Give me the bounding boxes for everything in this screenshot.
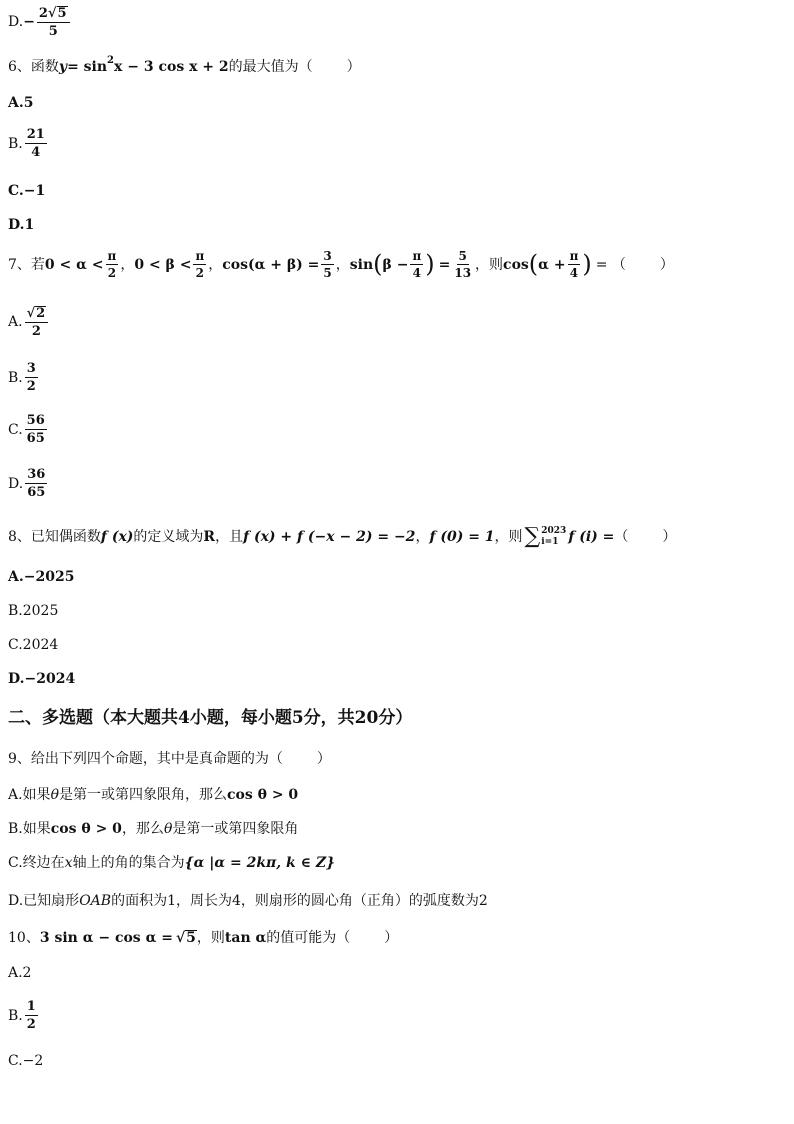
comma: ，	[335, 256, 350, 273]
superscript: 2	[107, 55, 115, 66]
numerator: π	[569, 249, 579, 263]
q8-option-a[interactable]	[8, 570, 74, 584]
option-label: B.	[8, 1007, 23, 1024]
fraction	[25, 128, 47, 159]
math-text: f (0) = 1	[429, 529, 495, 545]
math-text: tan α	[224, 929, 267, 946]
q10-stem	[8, 930, 398, 945]
math-text: f (i) =	[568, 529, 615, 545]
fraction	[321, 250, 333, 279]
comma: ，	[208, 256, 223, 273]
denominator: 2	[107, 266, 117, 280]
q8-option-b[interactable]	[8, 604, 58, 618]
paren-close: ）	[384, 929, 399, 946]
math-text: 0 < β <	[134, 256, 192, 273]
sqrt: √ 2	[26, 306, 46, 321]
math-text: x − 3 cos x + 2	[114, 59, 229, 75]
denominator: 2	[31, 324, 41, 339]
q9-stem	[8, 752, 331, 766]
option-text: D.1	[8, 217, 35, 233]
sum-upper: 2023	[541, 526, 567, 537]
math-var: x	[64, 855, 73, 871]
q8-stem	[8, 526, 676, 548]
numerator-coef: 2	[38, 6, 48, 21]
q9-option-a[interactable]	[8, 788, 298, 802]
numerator: π	[412, 249, 422, 263]
fraction	[568, 250, 581, 279]
denominator: 4	[31, 145, 41, 160]
option-label: A.	[8, 314, 23, 330]
q6-option-c[interactable]	[8, 184, 45, 198]
paren-open: （	[614, 529, 629, 545]
fraction	[25, 468, 47, 499]
paren-close: ）	[659, 256, 674, 273]
numerator: π	[107, 249, 117, 263]
sqrt: √ 5	[175, 930, 196, 946]
option-label: B.	[8, 369, 23, 386]
option-text: C.−2	[8, 1053, 44, 1069]
denominator: 5	[48, 24, 58, 39]
sqrt: √ 5	[47, 6, 67, 21]
comma: ，	[120, 256, 135, 273]
numerator: 3	[26, 361, 36, 376]
option-text: 是第一或第四象限角	[172, 821, 299, 837]
option-label: D.	[8, 475, 24, 492]
math-text: {α |α = 2kπ, k ∈ Z}	[184, 855, 336, 871]
paren-close: ）	[662, 529, 677, 545]
radicand: 5	[57, 6, 67, 21]
q6-option-a[interactable]	[8, 96, 33, 110]
option-label: B.	[8, 135, 23, 152]
q6-stem	[8, 55, 361, 75]
numerator: 5	[458, 249, 467, 263]
q7-option-b[interactable]	[8, 362, 40, 393]
fraction	[193, 250, 206, 279]
q8-option-c[interactable]	[8, 638, 58, 652]
math-var: y	[58, 59, 68, 75]
q10-text: ，则	[196, 929, 225, 946]
q7-option-c[interactable]	[8, 414, 49, 445]
option-text: A.2	[8, 965, 32, 981]
math-text: 0 < α <	[44, 256, 104, 273]
q8-text: ，	[415, 529, 430, 545]
fraction	[37, 6, 70, 38]
math-text: cos	[503, 256, 529, 273]
denominator: 2	[195, 266, 205, 280]
q6-prefix: 6、函数	[8, 59, 59, 75]
math-text: β −	[382, 256, 409, 273]
denominator: 2	[26, 379, 36, 394]
math-text: cos(α + β) =	[222, 256, 320, 273]
option-text: ，那么	[121, 821, 164, 837]
denominator: 4	[569, 266, 579, 280]
q10-text: 的值可能为（	[266, 929, 351, 946]
q8-prefix: 8、已知偶函数	[8, 529, 101, 545]
denominator: 2	[26, 1017, 36, 1032]
math-text: = （	[595, 256, 626, 273]
math-text: f (x) + f (−x − 2) = −2	[243, 529, 416, 545]
denominator: 4	[412, 266, 422, 280]
option-text: D.已知扇形	[8, 893, 80, 909]
sigma-icon: ∑	[524, 524, 541, 549]
math-var: OAB	[79, 893, 112, 909]
radicand: 5	[186, 930, 196, 946]
q5-option-d[interactable]	[8, 6, 72, 38]
radicand: 2	[36, 306, 46, 321]
option-text: A.如果	[8, 787, 51, 803]
option-text: D.−2024	[8, 671, 76, 687]
math-text: =	[438, 256, 451, 273]
numerator: π	[195, 249, 205, 263]
q7-option-a[interactable]	[8, 306, 50, 338]
fraction	[25, 362, 38, 393]
math-text: α +	[538, 256, 566, 273]
paren-close: ）	[316, 751, 331, 767]
fraction	[106, 250, 119, 279]
fraction	[410, 250, 423, 279]
q7-ask: ，则	[475, 256, 504, 273]
math-var: θ	[163, 821, 173, 837]
q6-suffix: 的最大值为（	[228, 59, 313, 75]
numerator: 56	[26, 413, 45, 428]
fraction	[25, 414, 47, 445]
section-heading: 二、多选题（本大题共4小题，每小题5分，共20分）	[8, 708, 413, 728]
denominator: 65	[26, 431, 45, 446]
math-text: f (x)	[100, 529, 134, 545]
math-set: R	[203, 529, 216, 545]
sum-lower: i=1	[541, 537, 559, 547]
q8-text: 的定义域为	[133, 529, 204, 545]
math-text: 3 sin α − cos α =	[39, 929, 173, 946]
numerator: 1	[26, 999, 36, 1014]
q7-option-d[interactable]	[8, 468, 49, 499]
option-text: 轴上的角的集合为	[72, 855, 185, 871]
q6-option-b[interactable]	[8, 128, 49, 159]
option-label: D.	[8, 14, 24, 30]
math-text: = sin	[67, 59, 108, 75]
q10-option-a[interactable]	[8, 966, 31, 980]
q7-stem: 7、若 0 < α < $\frac{\pi}{2}$ ， 0 < β < $\frac{\pi}{2}$ ， cos(α + β) = $\frac{3}{5}$ ， sin ( β − $\frac{\pi}{4}$ ) = $\frac{5}{13}$ ，则 cos ( α + $\frac{\pi}{4}$ ) = （ ）	[8, 249, 674, 280]
q9-text: 9、给出下列四个命题，其中是真命题的为（	[8, 751, 283, 767]
option-label: C.	[8, 421, 23, 438]
q10-option-c[interactable]	[8, 1054, 43, 1068]
option-text: B.如果	[8, 821, 51, 837]
q6-option-d[interactable]	[8, 218, 34, 232]
math-var: θ	[50, 787, 59, 803]
paren-close: ）	[346, 59, 361, 75]
numerator: 36	[27, 467, 46, 482]
option-text: C.终边在	[8, 855, 65, 871]
math-text: cos θ > 0	[50, 821, 122, 837]
denominator: 13	[454, 266, 472, 280]
q8-text: ，则	[494, 529, 523, 545]
q10-option-b[interactable]	[8, 1000, 40, 1031]
section-title	[8, 710, 412, 727]
q9-option-b[interactable]	[8, 822, 298, 836]
fraction	[452, 250, 473, 279]
option-text: C.−1	[8, 183, 46, 199]
numerator: 3	[323, 249, 332, 263]
q10-prefix: 10、	[8, 929, 40, 946]
option-text: 的面积为1，周长为4，则扇形的圆心角（正角）的弧度数为2	[111, 893, 488, 909]
option-text: A.−2025	[8, 569, 75, 585]
option-text: A.5	[8, 95, 34, 111]
q8-text: ，且	[215, 529, 244, 545]
math-text: sin	[349, 256, 374, 273]
fraction	[25, 1000, 38, 1031]
option-text: B.2025	[8, 603, 59, 619]
numerator: 21	[26, 127, 45, 142]
q9-option-d[interactable]	[8, 894, 488, 908]
option-text: C.2024	[8, 637, 59, 653]
denominator: 65	[27, 485, 46, 500]
math-text: cos θ > 0	[227, 787, 299, 803]
denominator: 5	[323, 266, 332, 280]
option-text: 是第一或第四象限角，那么	[59, 787, 227, 803]
fraction	[25, 306, 49, 338]
q9-option-c[interactable]	[8, 856, 335, 870]
minus-sign: −	[23, 14, 35, 30]
summation	[525, 526, 567, 548]
q8-option-d[interactable]	[8, 672, 75, 686]
q7-prefix: 7、若	[8, 256, 45, 273]
